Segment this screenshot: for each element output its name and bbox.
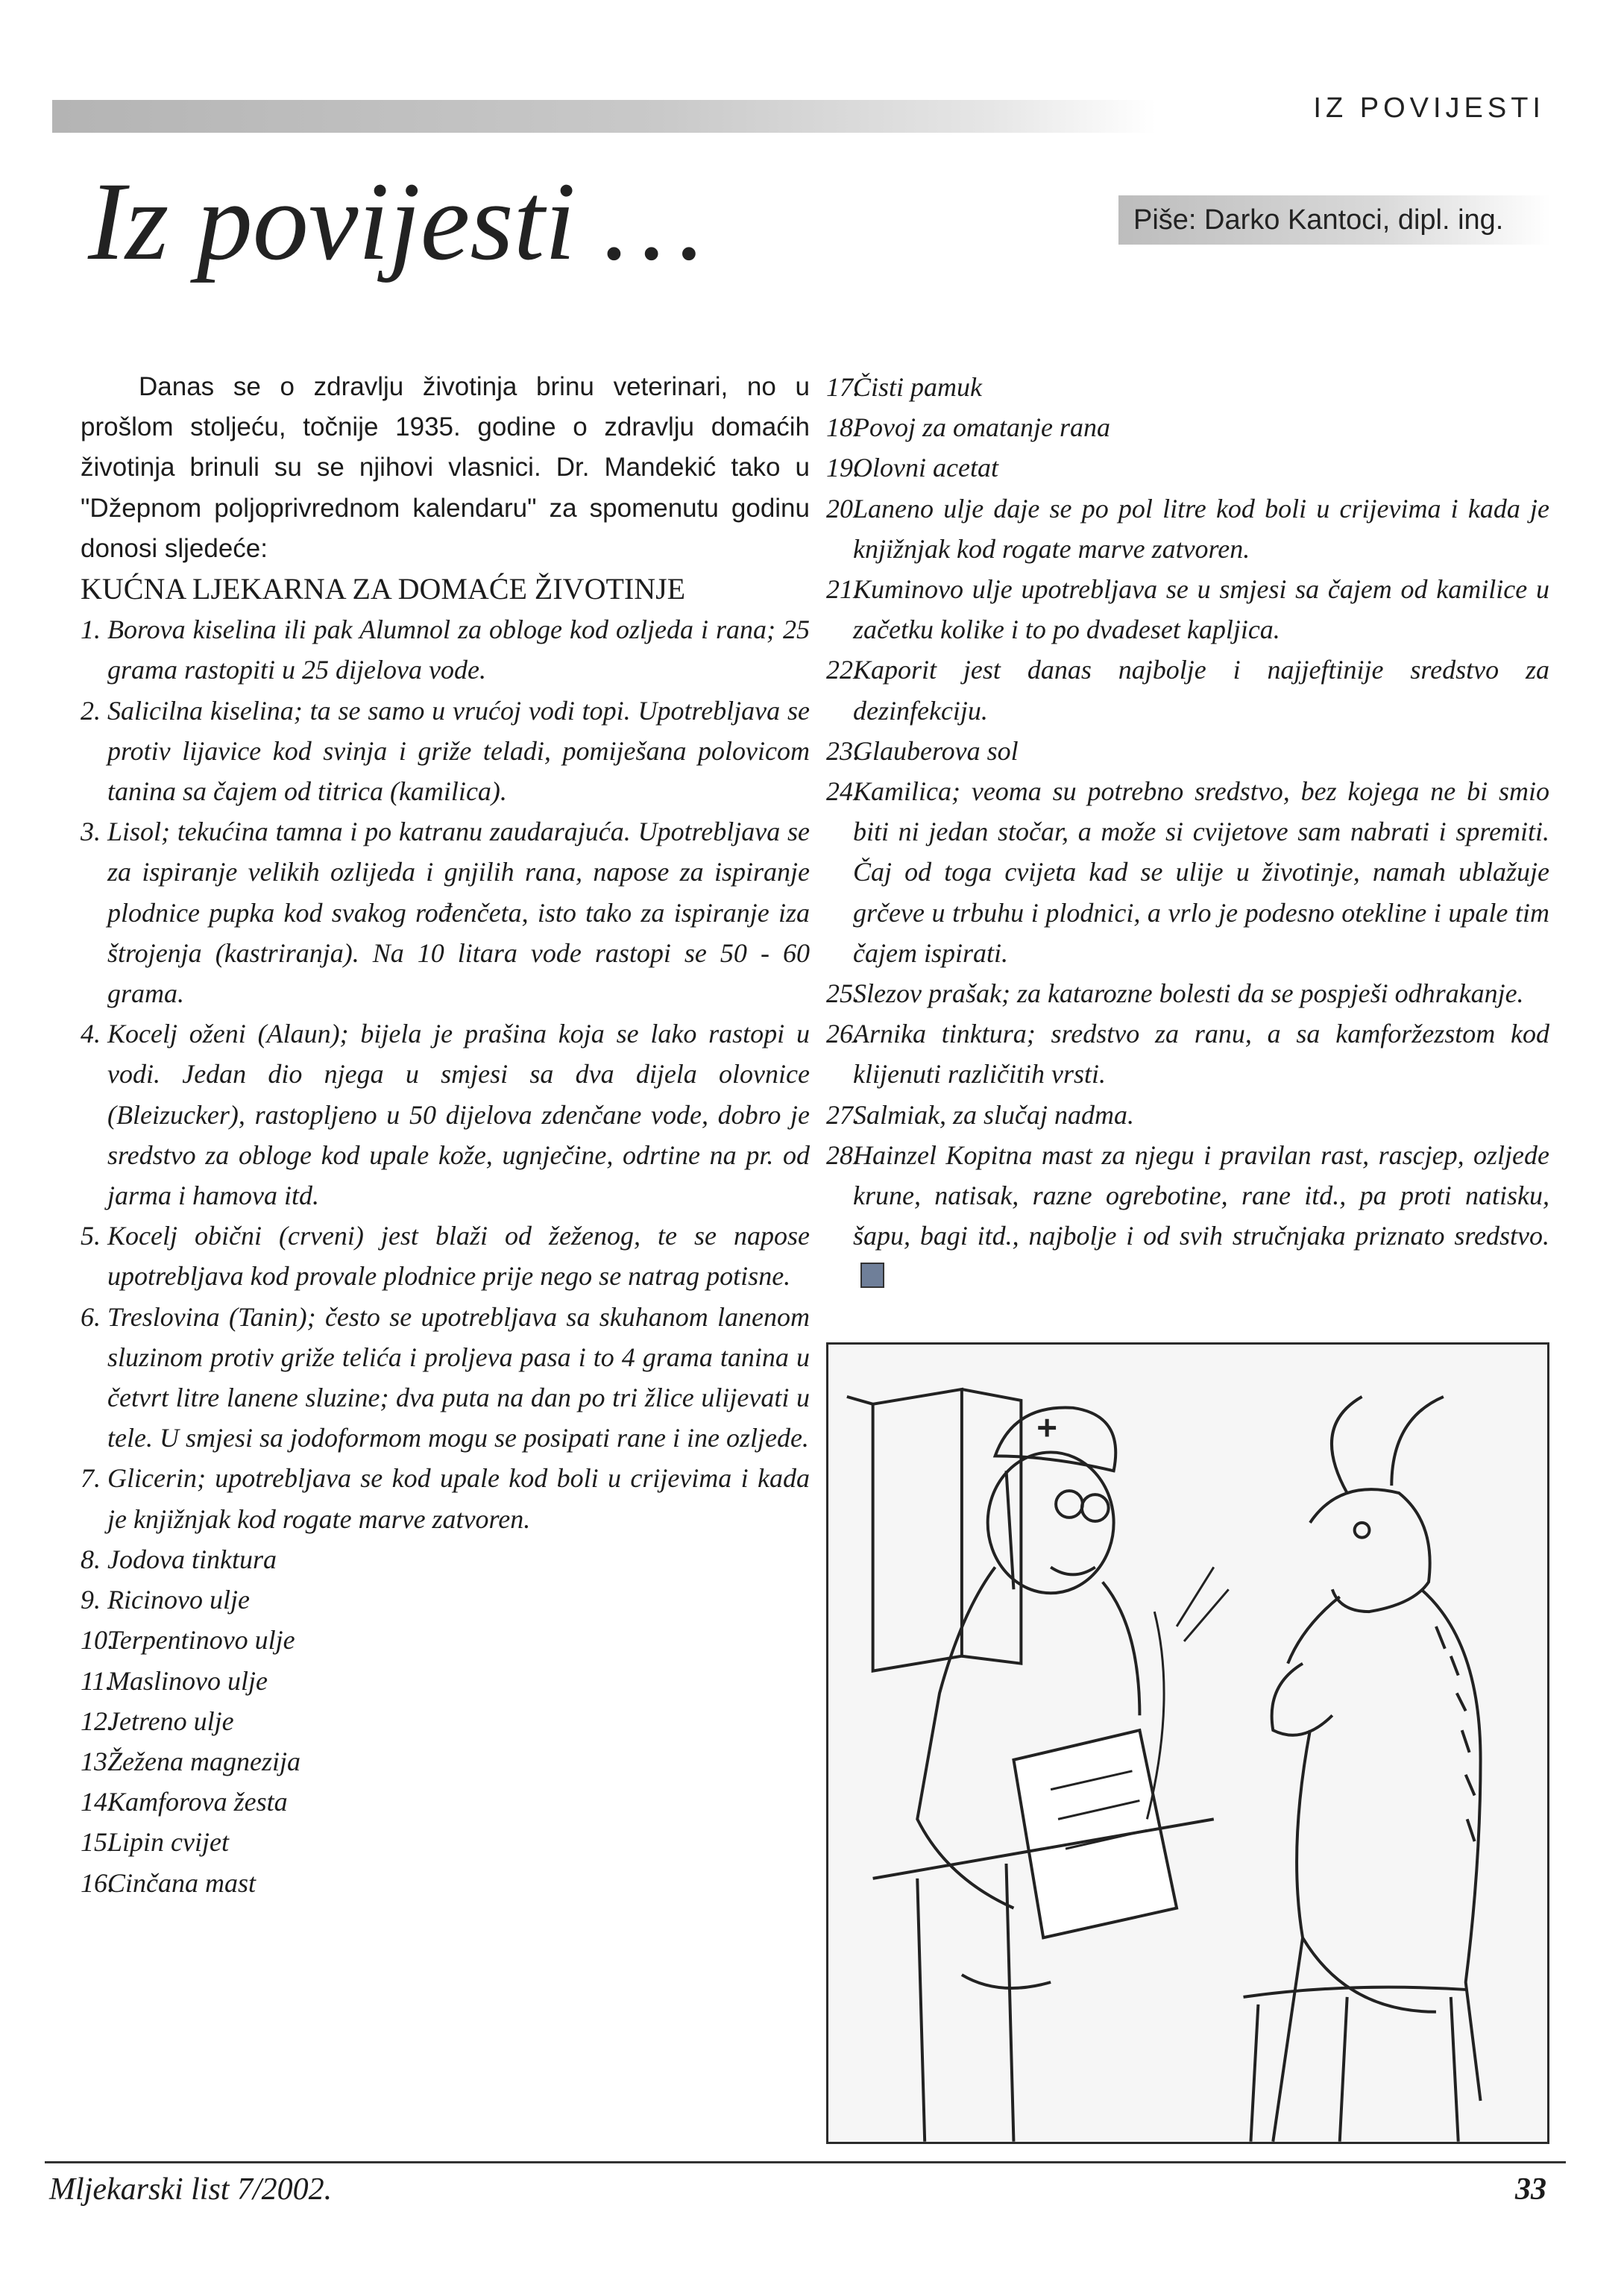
item-text-content: Kocelj oženi (Alaun); bijela je prašina koja se lako rastopi u vodi. Jedan dio njega u smjesi sa dva dijela olovnice (Bleizucker), rastopljeno u 50 dijelova zdenčane vode, dobro je sredstvo za obloge kod upale kože, ugnječine, odrtine na pr. od jarma i hamova itd. bbox=[107, 1019, 810, 1211]
item-text-content: Jetreno ulje bbox=[107, 1706, 234, 1736]
item-text bbox=[107, 691, 810, 812]
item-text-content: Salmiak, za slučaj nadma. bbox=[853, 1099, 1134, 1130]
publication-info: Mljekarski list 7/2002. bbox=[49, 2172, 333, 2207]
item-text bbox=[853, 447, 1549, 488]
list-item bbox=[826, 488, 1549, 569]
item-text-content: Kuminovo ulje upotrebljava se u smjesi sa čajem od kamilice u začetku kolike i to po dvadeset kapljica. bbox=[853, 574, 1549, 645]
list-item bbox=[81, 1297, 810, 1459]
item-text bbox=[107, 1822, 810, 1862]
item-text bbox=[107, 1782, 810, 1822]
item-text-content: Jodova tinktura bbox=[107, 1544, 277, 1574]
item-text bbox=[107, 1863, 810, 1903]
item-text-content: Glicerin; upotrebljava se kod upale kod boli u crijevima i kada je knjižnjak kod rogate marve zatvoren. bbox=[107, 1463, 810, 1534]
item-text bbox=[853, 488, 1549, 569]
list-item bbox=[81, 1822, 810, 1862]
list-heading: KUĆNA LJEKARNA ZA DOMAĆE ŽIVOTINJE bbox=[81, 572, 686, 606]
item-number: 11. bbox=[81, 1665, 113, 1696]
item-text bbox=[853, 771, 1549, 973]
header-bar bbox=[52, 100, 1156, 133]
item-text bbox=[107, 1216, 810, 1296]
item-text-content: Lipin cvijet bbox=[107, 1827, 229, 1858]
item-text-content: Cinčana mast bbox=[107, 1867, 256, 1898]
item-number: 17. bbox=[826, 372, 860, 402]
item-number: 23. bbox=[826, 735, 860, 766]
item-text bbox=[107, 1458, 810, 1538]
item-text-content: Žežena magnezija bbox=[107, 1746, 300, 1776]
item-text bbox=[107, 1661, 810, 1701]
intro-text: Danas se o zdravlju životinja brinu veterinari, no u prošlom stoljeću, točnije 1935. godine o zdravlju domaćih životinja brinuli su se njihovi vlasnici. Dr. Mandekić tako u "Džepnom poljoprivrednom kalendaru" za spomenutu godinu donosi sljedeće: bbox=[81, 372, 810, 563]
cartoon-drawing bbox=[828, 1345, 1547, 2142]
item-text bbox=[853, 407, 1549, 447]
item-text bbox=[107, 1620, 810, 1660]
item-text bbox=[107, 1297, 810, 1459]
item-text bbox=[853, 367, 1549, 407]
item-text bbox=[853, 1095, 1549, 1135]
item-number: 22. bbox=[826, 655, 860, 685]
item-text bbox=[853, 1013, 1549, 1094]
list-item bbox=[826, 650, 1549, 730]
item-text bbox=[853, 1135, 1549, 1297]
item-number: 9. bbox=[81, 1585, 101, 1615]
list-item bbox=[81, 1782, 810, 1822]
item-text-content: Povoj za omatanje rana bbox=[853, 412, 1110, 443]
item-number: 1. bbox=[81, 614, 101, 645]
list-item bbox=[826, 569, 1549, 650]
list-item bbox=[826, 447, 1549, 488]
item-number: 24. bbox=[826, 776, 860, 807]
item-number: 2. bbox=[81, 695, 101, 726]
item-number: 20. bbox=[826, 493, 860, 524]
item-number: 26. bbox=[826, 1019, 860, 1049]
item-text-content: Salicilna kiselina; ta se samo u vrućoj vodi topi. Upotrebljava se protiv lijavice kod svinja i griže teladi, pomiješana polovicom tanina sa čajem od titrica (kamilica). bbox=[107, 695, 810, 807]
item-text-content: Čisti pamuk bbox=[853, 372, 983, 402]
item-text-content: Terpentinovo ulje bbox=[107, 1625, 295, 1656]
item-text bbox=[107, 1539, 810, 1579]
item-number: 25. bbox=[826, 978, 860, 1009]
list-item bbox=[81, 1579, 810, 1620]
item-text-content: Maslinovo ulje bbox=[107, 1665, 268, 1696]
item-number: 21. bbox=[826, 574, 860, 605]
item-text-content: Olovni acetat bbox=[853, 453, 998, 483]
item-number: 3. bbox=[81, 817, 101, 847]
footer-rule bbox=[45, 2161, 1566, 2163]
remedy-list-left bbox=[81, 609, 810, 1903]
item-text-content: Lisol; tekućina tamna i po katranu zaudarajuća. Upotrebljava se za ispiranje velikih ozlijeda i gnjilih rana, napose za ispiranje plodnice pupka kod svakog rođenčeta, isto tako za ispiranje iza štrojenja (kastriranja). Na 10 litara vode rastopi se 50 - 60 grama. bbox=[107, 817, 810, 1009]
item-text-content: Kaporit jest danas najbolje i najjeftinije sredstvo za dezinfekciju. bbox=[853, 655, 1549, 726]
cartoon-illustration bbox=[826, 1342, 1549, 2144]
item-number: 6. bbox=[81, 1301, 101, 1332]
page-number: 33 bbox=[1515, 2172, 1546, 2207]
item-text-content: Glauberova sol bbox=[853, 735, 1019, 766]
author-byline: Piše: Darko Kantoci, dipl. ing. bbox=[1118, 195, 1551, 245]
remedy-list-right bbox=[826, 367, 1549, 1297]
left-column bbox=[81, 367, 810, 1903]
item-text-content: Slezov prašak; za katarozne bolesti da se pospješi odhrakanje. bbox=[853, 978, 1524, 1009]
list-item bbox=[81, 609, 810, 690]
list-item bbox=[81, 691, 810, 812]
right-column bbox=[826, 367, 1549, 1297]
item-text bbox=[107, 1741, 810, 1782]
list-item bbox=[826, 731, 1549, 771]
item-text bbox=[107, 1013, 810, 1216]
item-text bbox=[107, 1579, 810, 1620]
item-text bbox=[853, 569, 1549, 650]
list-item bbox=[81, 1458, 810, 1538]
item-number: 14. bbox=[81, 1787, 114, 1817]
intro-paragraph bbox=[81, 367, 810, 569]
item-number: 13. bbox=[81, 1746, 114, 1776]
item-text bbox=[107, 609, 810, 690]
section-label: IZ POVIJESTI bbox=[1313, 92, 1545, 124]
list-item bbox=[81, 1620, 810, 1660]
item-text bbox=[107, 811, 810, 1013]
item-text-content: Arnika tinktura; sredstvo za ranu, a sa kamforžezstom kod klijenuti različitih vrsti. bbox=[853, 1019, 1549, 1090]
list-item bbox=[81, 811, 810, 1013]
item-number: 8. bbox=[81, 1544, 101, 1574]
item-text bbox=[853, 731, 1549, 771]
item-text-content: Kamforova žesta bbox=[107, 1787, 288, 1817]
item-text-content: Borova kiselina ili pak Alumnol za obloge kod ozljeda i rana; 25 grama rastopiti u 25 dijelova vode. bbox=[107, 614, 810, 685]
list-item bbox=[81, 1701, 810, 1741]
item-number: 18. bbox=[826, 412, 860, 443]
list-item bbox=[826, 771, 1549, 973]
list-item bbox=[826, 1095, 1549, 1135]
list-item bbox=[826, 1013, 1549, 1094]
item-number: 12. bbox=[81, 1706, 114, 1736]
list-item bbox=[81, 1863, 810, 1903]
list-item bbox=[81, 1539, 810, 1579]
item-text-content: Hainzel Kopitna mast za njegu i pravilan rast, rascjep, ozljede krune, natisak, razne ogrebotine, rane itd., pa proti natisku, šapu, bagi itd., najbolje i od svih stručnjaka priznato sredstvo. bbox=[853, 1140, 1549, 1251]
list-item bbox=[826, 1135, 1549, 1297]
list-item bbox=[826, 407, 1549, 447]
list-item bbox=[81, 1013, 810, 1216]
list-item bbox=[81, 1661, 810, 1701]
item-number: 4. bbox=[81, 1019, 101, 1049]
item-text bbox=[853, 973, 1549, 1013]
item-number: 5. bbox=[81, 1221, 101, 1251]
item-text bbox=[107, 1701, 810, 1741]
list-item bbox=[81, 1216, 810, 1296]
item-text-content: Laneno ulje daje se po pol litre kod boli u crijevima i kada je knjižnjak kod rogate marve zatvoren. bbox=[853, 493, 1549, 564]
item-number: 15. bbox=[81, 1827, 114, 1858]
item-text-content: Treslovina (Tanin); često se upotrebljava sa skuhanom lanenom sluzinom protiv griže telića i proljeva pasa i to 4 grama tanina u četvrt litre lanene sluzine; dva puta na dan po tri žlice ulijevati u tele. U smjesi sa jodoformom mogu se posipati rane i ine ozljede. bbox=[107, 1301, 810, 1453]
item-number: 7. bbox=[81, 1463, 101, 1494]
article-title: Iz povijesti … bbox=[88, 160, 703, 283]
item-text-content: Kamilica; veoma su potrebno sredstvo, bez kojega ne bi smio biti ni jedan stočar, a može si cvijetove sam nabrati i spremiti. Čaj od toga cvijeta kad se ulije u životinje, namah ublažuje grčeve u trbuhu i plodnici, a vrlo je podesno otekline i upale tim čajem ispirati. bbox=[853, 776, 1549, 968]
list-item bbox=[826, 973, 1549, 1013]
list-item bbox=[826, 367, 1549, 407]
item-text-content: Kocelj obični (crveni) jest blaži od žeženog, te se napose upotrebljava kod provale plodnice prije nego se natrag potisne. bbox=[107, 1221, 810, 1292]
end-of-article-icon bbox=[860, 1263, 884, 1288]
item-number: 28. bbox=[826, 1140, 860, 1170]
item-text-content: Ricinovo ulje bbox=[107, 1585, 250, 1615]
item-number: 27. bbox=[826, 1099, 860, 1130]
item-number: 10. bbox=[81, 1625, 114, 1656]
item-number: 19. bbox=[826, 453, 860, 483]
list-item bbox=[81, 1741, 810, 1782]
item-number: 16. bbox=[81, 1867, 114, 1898]
item-text bbox=[853, 650, 1549, 730]
